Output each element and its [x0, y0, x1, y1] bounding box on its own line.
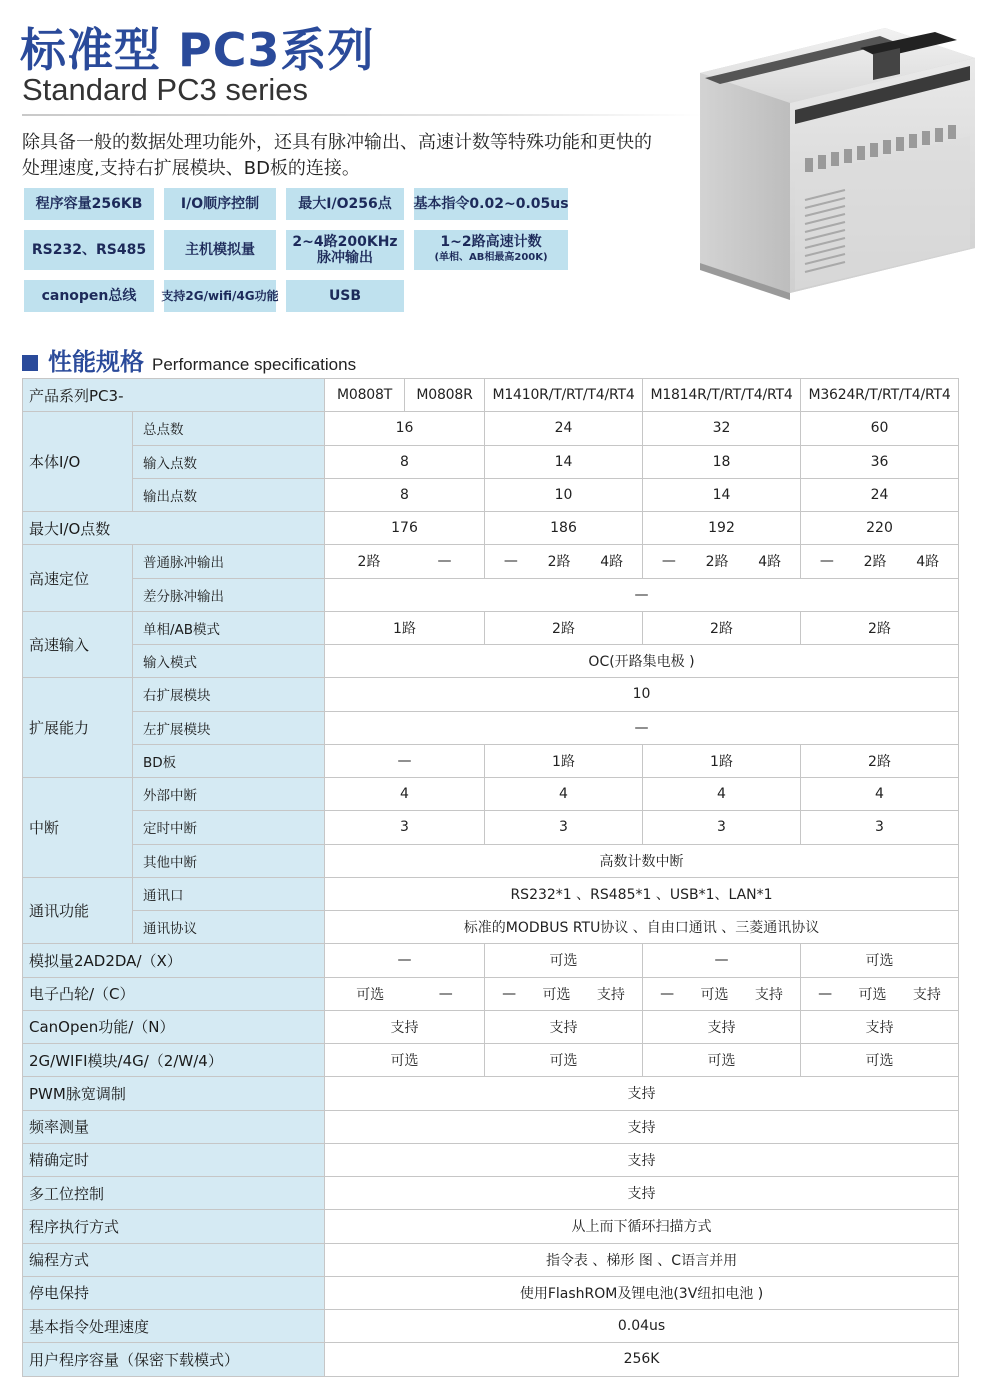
feature-badge-line: 脉冲输出 — [317, 250, 373, 266]
table-cell: 0.04us — [325, 1310, 959, 1343]
table-cell: 8 — [325, 445, 485, 478]
cell-value: — — [819, 553, 834, 570]
table-cell — [643, 977, 801, 1010]
cell-value: — — [503, 553, 518, 570]
feature-badge: RS232、RS485 — [24, 230, 154, 270]
table-cell: 支持 — [325, 1110, 959, 1143]
intro-text: 除具备一般的数据处理功能外，还具有脉冲输出、高速计数等特殊功能和更快的处理速度,支持右扩展模块、BD板的连接。 — [22, 132, 652, 179]
table-row — [23, 1177, 959, 1210]
table-cell: 2路 — [801, 611, 959, 644]
group-label: 扩展能力 — [23, 678, 133, 778]
cell-value: — — [437, 553, 452, 570]
feature-badge: I/O顺序控制 — [164, 188, 276, 220]
row-label: 差分脉冲输出 — [133, 578, 325, 611]
table-cell: 1路 — [643, 744, 801, 777]
table-cell: — — [325, 711, 959, 744]
row-label: 最大I/O点数 — [23, 512, 325, 545]
row-label: BD板 — [133, 744, 325, 777]
section-marker-icon — [22, 355, 38, 371]
feature-badge-pulse — [286, 230, 404, 270]
cell-value: 4路 — [600, 554, 624, 571]
table-cell: 24 — [485, 412, 643, 445]
table-cell — [643, 545, 801, 578]
page-title-cn: 标准型 PC3系列 — [20, 23, 375, 77]
feature-badge: USB — [286, 280, 404, 312]
cell-value: 2路 — [357, 554, 381, 571]
row-label: 停电保持 — [23, 1276, 325, 1309]
row-label: 总点数 — [133, 412, 325, 445]
table-cell: 支持 — [643, 1010, 801, 1043]
cell-value: 支持 — [912, 986, 941, 1003]
table-cell: 支持 — [325, 1077, 959, 1110]
cell-value: 可选 — [858, 986, 887, 1003]
table-cell: 支持 — [801, 1010, 959, 1043]
table-cell: 支持 — [325, 1143, 959, 1176]
table-cell: 可选 — [643, 1044, 801, 1077]
row-label: PWM脉宽调制 — [23, 1077, 325, 1110]
row-label: 输入模式 — [133, 645, 325, 678]
cell-value: 4路 — [758, 554, 782, 571]
table-cell: 60 — [801, 412, 959, 445]
table-cell: 16 — [325, 412, 485, 445]
table-cell: 18 — [643, 445, 801, 478]
table-cell: — — [643, 944, 801, 977]
table-row — [23, 778, 959, 811]
table-cell: 2路 — [485, 611, 643, 644]
header-model: M1814R/T/RT/T4/RT4 — [643, 379, 801, 412]
feature-badge: 支持2G/wifi/4G功能 — [164, 280, 276, 312]
table-cell: 可选 — [801, 1044, 959, 1077]
table-cell: 192 — [643, 512, 801, 545]
row-label: 通讯协议 — [133, 911, 325, 944]
row-label: 输入点数 — [133, 445, 325, 478]
table-cell: 支持 — [325, 1177, 959, 1210]
table-row — [23, 1210, 959, 1243]
table-row — [23, 1310, 959, 1343]
group-label: 通讯功能 — [23, 877, 133, 944]
cell-value: — — [818, 985, 833, 1002]
cell-value: 可选 — [700, 986, 729, 1003]
group-label: 高速输入 — [23, 611, 133, 678]
table-row — [23, 645, 959, 678]
table-cell: 10 — [325, 678, 959, 711]
row-label: 单相/AB模式 — [133, 611, 325, 644]
row-label: 2G/WIFI模块/4G/（2/W/4） — [23, 1044, 325, 1077]
table-row — [23, 1110, 959, 1143]
section-title-en: Performance specifications — [152, 355, 357, 374]
table-row — [23, 1343, 959, 1376]
spec-table — [22, 378, 959, 1377]
table-cell: 186 — [485, 512, 643, 545]
cell-value: 支持 — [596, 986, 625, 1003]
table-row — [23, 578, 959, 611]
table-cell: 2路 — [643, 611, 801, 644]
table-cell — [325, 545, 485, 578]
feature-badge: 最大I/O256点 — [286, 188, 404, 220]
table-cell: 3 — [643, 811, 801, 844]
row-label: 多工位控制 — [23, 1177, 325, 1210]
table-row — [23, 1010, 959, 1043]
table-cell: 8 — [325, 478, 485, 511]
cell-value: 2路 — [705, 554, 729, 571]
table-row — [23, 678, 959, 711]
table-cell: OC(开路集电极 ) — [325, 645, 959, 678]
table-cell: 32 — [643, 412, 801, 445]
table-row — [23, 1044, 959, 1077]
table-cell — [801, 977, 959, 1010]
table-cell — [485, 977, 643, 1010]
table-row — [23, 611, 959, 644]
table-cell: 可选 — [801, 944, 959, 977]
plc-product-image — [695, 18, 980, 303]
cell-value: 可选 — [542, 986, 571, 1003]
header-model: M0808T — [325, 379, 405, 412]
table-cell: 3 — [325, 811, 485, 844]
table-cell: 3 — [485, 811, 643, 844]
table-row — [23, 478, 959, 511]
table-cell: 指令表 、梯形 图 、C语言并用 — [325, 1243, 959, 1276]
table-cell: 10 — [485, 478, 643, 511]
cell-value: 支持 — [754, 986, 783, 1003]
table-row — [23, 1077, 959, 1110]
table-row — [23, 1143, 959, 1176]
table-cell: 176 — [325, 512, 485, 545]
table-row — [23, 911, 959, 944]
section-title-cn: 性能规格 — [48, 348, 144, 376]
feature-badge: 主机模拟量 — [164, 230, 276, 270]
row-label: 普通脉冲输出 — [133, 545, 325, 578]
table-cell: 支持 — [485, 1010, 643, 1043]
table-cell: 可选 — [485, 944, 643, 977]
table-header-row — [23, 379, 959, 412]
table-cell: 使用FlashROM及锂电池(3V纽扣电池 ) — [325, 1276, 959, 1309]
table-row — [23, 512, 959, 545]
table-cell: 支持 — [325, 1010, 485, 1043]
table-row — [23, 545, 959, 578]
row-label: 精确定时 — [23, 1143, 325, 1176]
feature-badge-line: 1~2路高速计数 — [440, 234, 542, 250]
table-cell: — — [325, 944, 485, 977]
title-divider — [22, 114, 702, 116]
table-cell: 可选 — [485, 1044, 643, 1077]
table-cell: 36 — [801, 445, 959, 478]
cell-value: — — [502, 985, 517, 1002]
feature-badge-line: 2~4路200KHz — [292, 234, 398, 250]
table-cell: 高数计数中断 — [325, 844, 959, 877]
table-row — [23, 811, 959, 844]
table-cell: 可选 — [325, 1044, 485, 1077]
table-cell: RS232*1 、RS485*1 、USB*1、LAN*1 — [325, 877, 959, 910]
table-row — [23, 977, 959, 1010]
row-label: 电子凸轮/（C） — [23, 977, 325, 1010]
cell-value: — — [660, 985, 675, 1002]
header-model: M0808R — [405, 379, 485, 412]
feature-badge: canopen总线 — [24, 280, 154, 312]
table-cell: 4 — [801, 778, 959, 811]
table-row — [23, 412, 959, 445]
cell-value: 可选 — [356, 986, 385, 1003]
table-cell — [485, 545, 643, 578]
row-label: 模拟量2AD2DA/（X） — [23, 944, 325, 977]
table-cell: 4 — [643, 778, 801, 811]
table-cell: 1路 — [485, 744, 643, 777]
table-cell — [325, 977, 485, 1010]
cell-value: 2路 — [547, 554, 571, 571]
section-heading — [22, 342, 356, 377]
row-label: 程序执行方式 — [23, 1210, 325, 1243]
header-model: M1410R/T/RT/T4/RT4 — [485, 379, 643, 412]
table-row — [23, 744, 959, 777]
table-cell: 24 — [801, 478, 959, 511]
row-label: 输出点数 — [133, 478, 325, 511]
cell-value: 4路 — [916, 554, 940, 571]
table-cell: 3 — [801, 811, 959, 844]
row-label: 右扩展模块 — [133, 678, 325, 711]
cell-value: — — [438, 985, 453, 1002]
group-label: 本体I/O — [23, 412, 133, 512]
table-cell: — — [325, 578, 959, 611]
table-cell: 220 — [801, 512, 959, 545]
row-label: 用户程序容量（保密下载模式） — [23, 1343, 325, 1376]
table-row — [23, 1243, 959, 1276]
spec-table-wrapper — [22, 378, 958, 1377]
table-row — [23, 445, 959, 478]
table-cell: 4 — [485, 778, 643, 811]
table-cell: 14 — [643, 478, 801, 511]
row-label: CanOpen功能/（N） — [23, 1010, 325, 1043]
feature-badge-counter — [414, 230, 568, 270]
table-cell: 从上而下循环扫描方式 — [325, 1210, 959, 1243]
table-cell: — — [325, 744, 485, 777]
table-cell: 2路 — [801, 744, 959, 777]
row-label: 其他中断 — [133, 844, 325, 877]
row-label: 频率测量 — [23, 1110, 325, 1143]
table-cell: 256K — [325, 1343, 959, 1376]
group-label: 高速定位 — [23, 545, 133, 612]
group-label: 中断 — [23, 778, 133, 878]
cell-value: 2路 — [863, 554, 887, 571]
row-label: 外部中断 — [133, 778, 325, 811]
row-label: 编程方式 — [23, 1243, 325, 1276]
row-label: 基本指令处理速度 — [23, 1310, 325, 1343]
cell-value: — — [661, 553, 676, 570]
feature-badge: 基本指令0.02~0.05us — [414, 188, 568, 220]
table-row — [23, 844, 959, 877]
table-row — [23, 877, 959, 910]
page-title-en: Standard PC3 series — [22, 72, 309, 107]
header-model: M3624R/T/RT/T4/RT4 — [801, 379, 959, 412]
table-cell: 14 — [485, 445, 643, 478]
table-cell: 标准的MODBUS RTU协议 、自由口通讯 、三菱通讯协议 — [325, 911, 959, 944]
row-label: 定时中断 — [133, 811, 325, 844]
feature-badge: 程序容量256KB — [24, 188, 154, 220]
feature-badge-subline: (单相、AB相最高200K) — [434, 252, 548, 263]
table-cell: 4 — [325, 778, 485, 811]
table-row — [23, 944, 959, 977]
table-cell: 1路 — [325, 611, 485, 644]
table-row — [23, 1276, 959, 1309]
row-label: 通讯口 — [133, 877, 325, 910]
table-row — [23, 711, 959, 744]
header-series-label: 产品系列PC3- — [23, 379, 325, 412]
row-label: 左扩展模块 — [133, 711, 325, 744]
table-cell — [801, 545, 959, 578]
